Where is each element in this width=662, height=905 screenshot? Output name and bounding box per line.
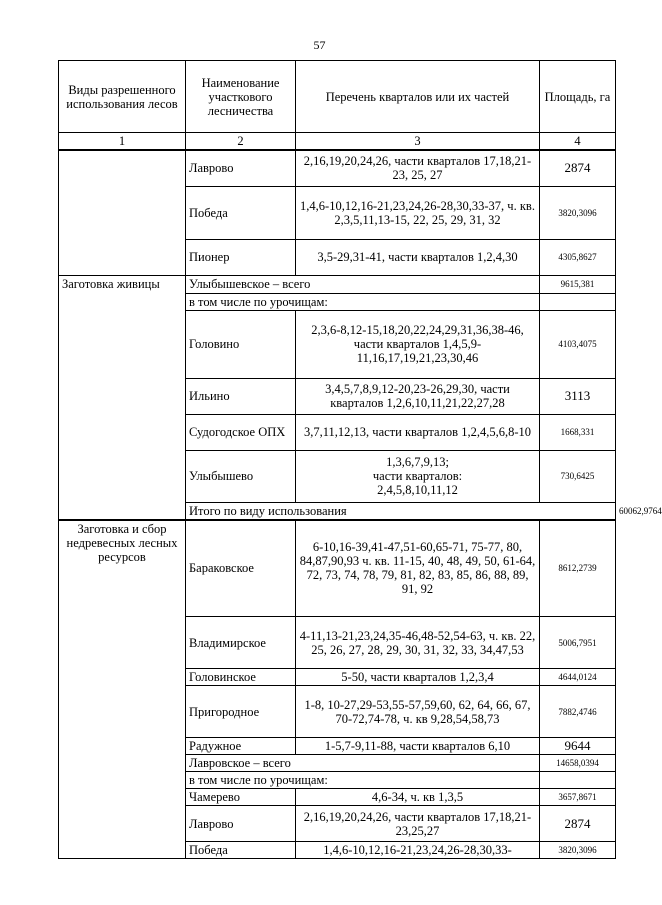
area-value: 8612,2739: [540, 520, 616, 617]
area-value: 9615,381: [540, 275, 616, 293]
area-value: 730,6425: [540, 450, 616, 502]
area-value: 1668,331: [540, 414, 616, 450]
forestry-name: Головино: [186, 310, 296, 378]
area-value: 7882,4746: [540, 686, 616, 738]
table-row: Итого по виду использования 60062,9764: [59, 502, 616, 520]
area-value: 4644,0124: [540, 669, 616, 686]
forestry-total-label: Улыбышевское – всего: [186, 275, 540, 293]
forest-use-table: [58, 60, 662, 859]
header-forestry-name: Наименование участкового лесничества: [186, 61, 296, 133]
col-number: 4: [540, 133, 616, 151]
quarters-list: 5-50, части кварталов 1,2,3,4: [296, 669, 540, 686]
area-value: 4305,8627: [540, 239, 616, 275]
area-value: 3820,3096: [540, 186, 616, 239]
area-value: 2874: [540, 150, 616, 186]
forestry-name: Улыбышево: [186, 450, 296, 502]
forestry-name: Чамерево: [186, 789, 296, 806]
quarters-line: 1,3,6,7,9,13;: [386, 455, 449, 469]
table-row: [59, 275, 616, 293]
area-value: 9644: [540, 738, 616, 755]
quarters-list: 3,4,5,7,8,9,12-20,23-26,29,30, части кварталов 1,2,6,10,11,21,22,27,28: [296, 378, 540, 414]
quarters-list: 3,5-29,31-41, части кварталов 1,2,4,30: [296, 239, 540, 275]
header-area: Площадь, га: [540, 61, 616, 133]
forestry-name: Ильино: [186, 378, 296, 414]
header-use-type: Виды разрешенного использования лесов: [59, 61, 186, 133]
quarters-list: 1-5,7-9,11-88, части кварталов 6,10: [296, 738, 540, 755]
col-number: 1: [59, 133, 186, 151]
page-number: 57: [313, 38, 326, 52]
forestry-name: Головинское: [186, 669, 296, 686]
use-type-cell: [59, 150, 186, 275]
quarters-line: части кварталов:: [372, 469, 463, 483]
forestry-name: Лаврово: [186, 150, 296, 186]
forestry-name: Победа: [186, 842, 296, 859]
header-quarters-list: Перечень кварталов или их частей: [296, 61, 540, 133]
quarters-list: 1,4,6-10,12,16-21,23,24,26-28,30,33-37, ч. кв. 2,3,5,11,13-15, 22, 25, 29, 31, 32: [296, 186, 540, 239]
quarters-list: 1-8, 10-27,29-53,55-57,59,60, 62, 64, 66, 67, 70-72,74-78, ч. кв 9,28,54,58,73: [296, 686, 540, 738]
area-value: 2874: [540, 806, 616, 842]
table-row: [59, 150, 616, 186]
quarters-list: 1,4,6-10,12,16-21,23,24,26-28,30,33-: [296, 842, 540, 859]
forestry-name: Лаврово: [186, 806, 296, 842]
area-value: 3657,8671: [540, 789, 616, 806]
quarters-line: 2,4,5,8,10,11,12: [377, 483, 458, 497]
quarters-list: [296, 450, 540, 502]
total-label: Итого по виду использования: [186, 502, 616, 520]
forestry-name: Судогодское ОПХ: [186, 414, 296, 450]
quarters-list: 2,3,6-8,12-15,18,20,22,24,29,31,36,38-46, части кварталов 1,4,5,9-11,16,17,19,21,23,30,46: [296, 310, 540, 378]
subgroup-label: в том числе по урочищам:: [186, 293, 540, 310]
col-number: 2: [186, 133, 296, 151]
table-header-row: [59, 61, 616, 133]
forestry-name: Пригородное: [186, 686, 296, 738]
forestry-name: Владимирское: [186, 617, 296, 669]
forestry-name: Пионер: [186, 239, 296, 275]
quarters-list: 3,7,11,12,13, части кварталов 1,2,4,5,6,8-10: [296, 414, 540, 450]
area-value: 3820,3096: [540, 842, 616, 859]
col-number: 3: [296, 133, 540, 151]
use-type-label: Заготовка и сбор недревесных лесных ресурсов: [59, 520, 186, 859]
empty-cell: [540, 293, 616, 310]
forestry-total-label: Лавровское – всего: [186, 755, 540, 772]
forestry-name: Радужное: [186, 738, 296, 755]
forestry-name: Бараковское: [186, 520, 296, 617]
use-type-label: Заготовка живицы: [59, 275, 186, 520]
quarters-list: 2,16,19,20,24,26, части кварталов 17,18,21-23,25,27: [296, 806, 540, 842]
quarters-list: 2,16,19,20,24,26, части кварталов 17,18,21-23, 25, 27: [296, 150, 540, 186]
column-numbers-row: [59, 133, 616, 151]
empty-cell: [540, 772, 616, 789]
quarters-list: 4,6-34, ч. кв 1,3,5: [296, 789, 540, 806]
area-value: 3113: [540, 378, 616, 414]
table-row: [59, 520, 616, 617]
area-value: 5006,7951: [540, 617, 616, 669]
area-value: 4103,4075: [540, 310, 616, 378]
subgroup-label: в том числе по урочищам:: [186, 772, 540, 789]
forestry-name: Победа: [186, 186, 296, 239]
quarters-list: 6-10,16-39,41-47,51-60,65-71, 75-77, 80, 84,87,90,93 ч. кв. 11-15, 40, 48, 49, 50, 61-64, 72, 73, 74, 78, 79, 81, 82, 83, 85, 86, 88, 89, 91, 92: [296, 520, 540, 617]
area-value: 14658,0394: [540, 755, 616, 772]
quarters-list: 4-11,13-21,23,24,35-46,48-52,54-63, ч. кв. 22, 25, 26, 27, 28, 29, 30, 31, 32, 33, 34,47,53: [296, 617, 540, 669]
